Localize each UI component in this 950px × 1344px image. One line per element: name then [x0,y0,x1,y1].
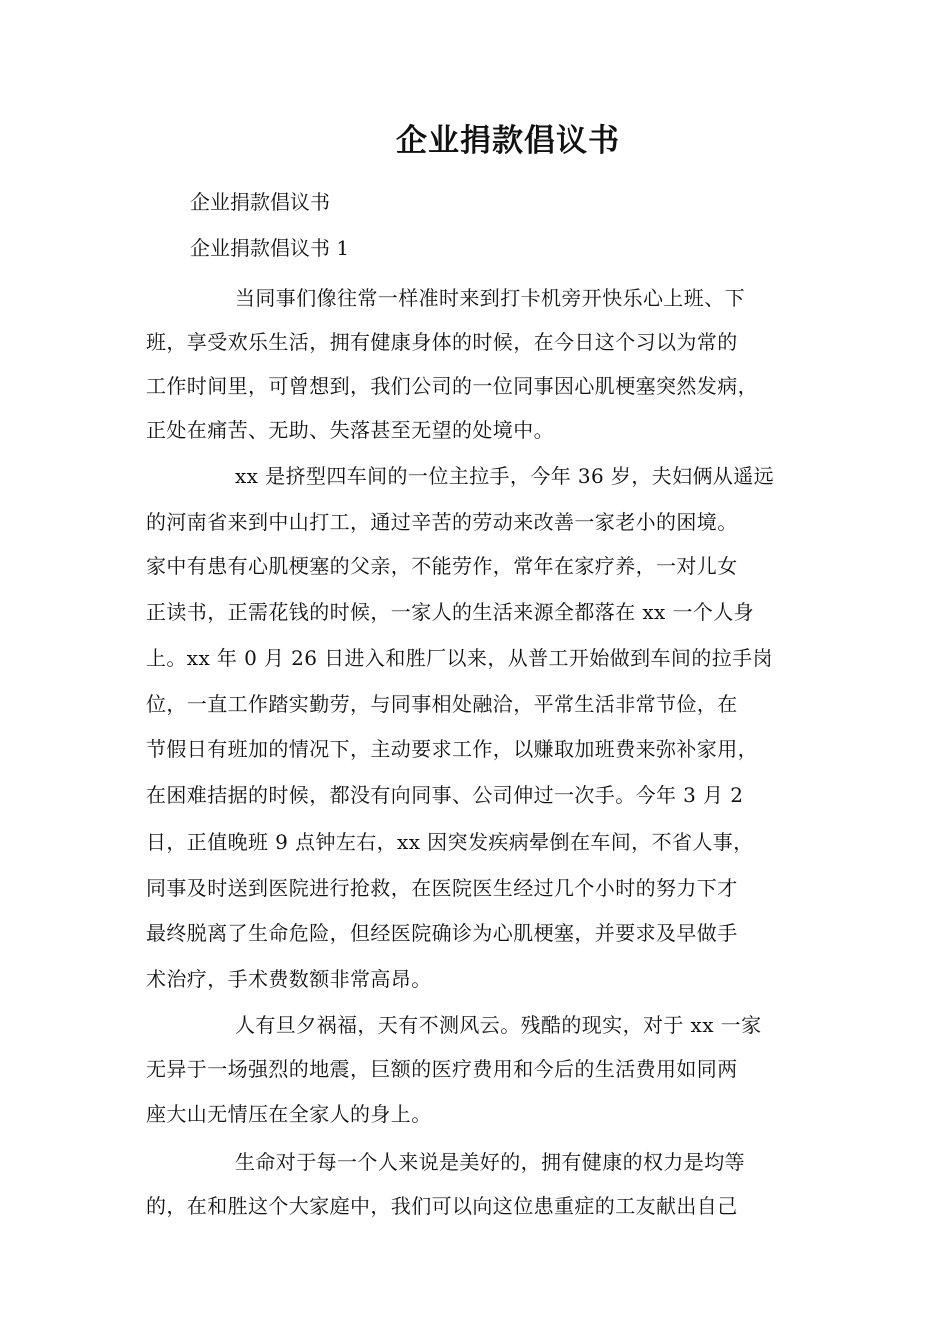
paragraph-line: 同事及时送到医院进行抢救，在医院医生经过几个小时的努力下才 [146,876,738,900]
paragraph-line: 座大山无情压在全家人的身上。 [146,1102,432,1126]
paragraph-line: 术治疗，手术费数额非常高昂。 [146,967,432,991]
paragraph-line: 在困难拮据的时候，都没有向同事、公司伸过一次手。今年 3 月 2 [146,783,744,807]
section-heading: 企业捐款倡议书 1 [190,236,350,260]
document-title: 企业捐款倡议书 [396,123,620,159]
paragraph-line: 人有旦夕祸福，天有不测风云。残酷的现实，对于 xx 一家 [235,1013,762,1037]
paragraph-line: 无异于一场强烈的地震，巨额的医疗费用和今后的生活费用如同两 [146,1057,738,1081]
paragraph-line: 日，正值晚班 9 点钟左右，xx 因突发疾病晕倒在车间，不省人事， [146,830,754,854]
paragraph-line: xx 是挤型四车间的一位主拉手，今年 36 岁，夫妇俩从遥远 [235,464,775,488]
paragraph-line: 家中有患有心肌梗塞的父亲，不能劳作，常年在家疗养，一对儿女 [146,554,738,578]
paragraph-line: 节假日有班加的情况下，主动要求工作，以赚取加班费来弥补家用， [146,737,758,761]
paragraph-line: 位，一直工作踏实勤劳，与同事相处融洽，平常生活非常节俭，在 [146,692,738,716]
paragraph-line: 正处在痛苦、无助、失落甚至无望的处境中。 [146,418,554,442]
paragraph-line: 最终脱离了生命危险，但经医院确诊为心肌梗塞，并要求及早做手 [146,921,738,945]
document-subtitle: 企业捐款倡议书 [190,190,330,214]
paragraph-line: 的，在和胜这个大家庭中，我们可以向这位患重症的工友献出自己 [146,1194,738,1218]
paragraph-line: 生命对于每一个人来说是美好的，拥有健康的权力是均等 [235,1150,745,1174]
paragraph-line: 的河南省来到中山打工，通过辛苦的劳动来改善一家老小的困境。 [146,510,738,534]
paragraph-line: 工作时间里，可曾想到，我们公司的一位同事因心肌梗塞突然发病， [146,374,758,398]
paragraph-line: 上。xx 年 0 月 26 日进入和胜厂以来，从普工开始做到车间的拉手岗 [146,646,773,670]
paragraph-line: 班，享受欢乐生活，拥有健康身体的时候，在今日这个习以为常的 [146,330,738,354]
paragraph-line: 当同事们像往常一样准时来到打卡机旁开快乐心上班、下 [235,286,745,310]
paragraph-line: 正读书，正需花钱的时候，一家人的生活来源全都落在 xx 一个人身 [146,600,755,624]
